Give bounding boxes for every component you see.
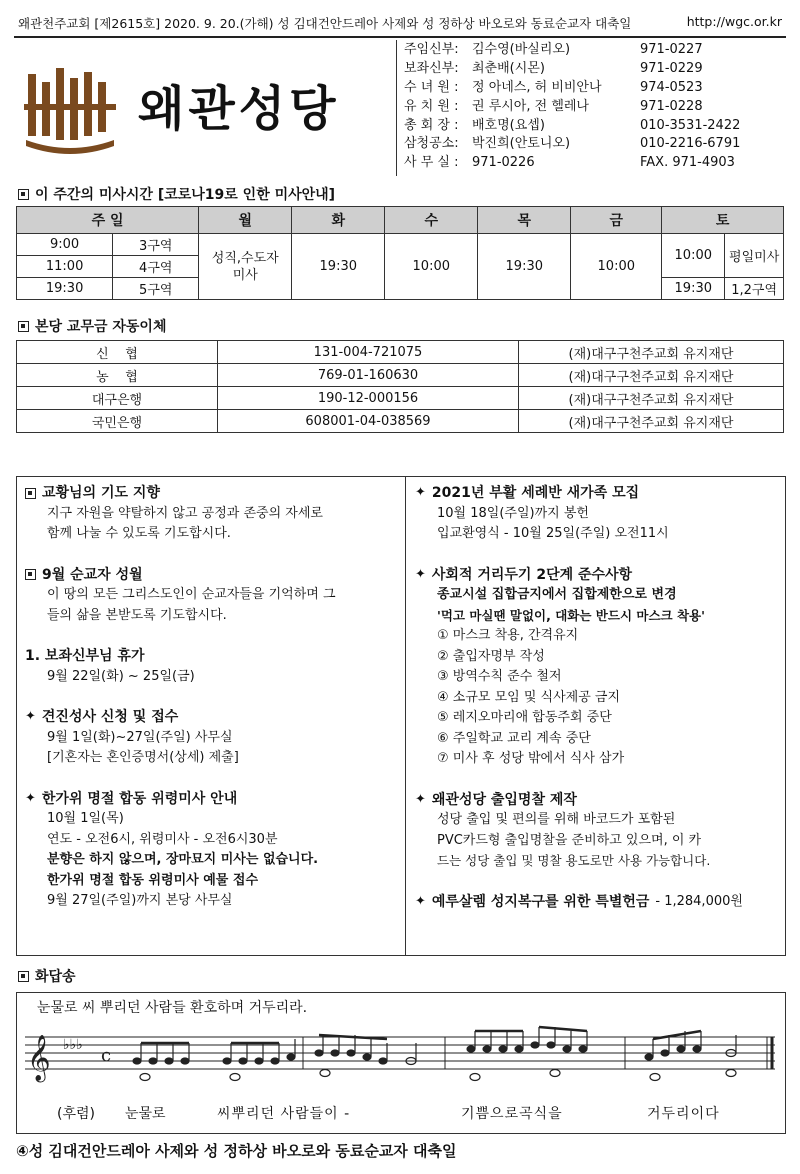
account-holder: (재)대구구천주교회 유지재단 (519, 364, 784, 387)
staff-row (404, 79, 784, 98)
staff-name: 배호명(요셉) (472, 117, 545, 133)
distance-rule-item: ⑤ 레지오마리애 합동주회 중단 (437, 710, 612, 725)
header-fri: 금 (571, 207, 662, 234)
staff-row (404, 60, 784, 79)
wednesday-mass: 10:00 (385, 234, 478, 300)
tuesday-mass: 19:30 (292, 234, 385, 300)
church-name: 왜관성당 (138, 81, 340, 137)
svg-text:♭♭♭: ♭♭♭ (63, 1037, 83, 1053)
account-bank: 대구은행 (17, 387, 218, 410)
sunday-zone: 4구역 (113, 256, 199, 278)
sunday-time: 19:30 (17, 278, 113, 300)
saturday-note: 평일미사 (725, 234, 784, 278)
account-number: 131-004-721075 (218, 341, 519, 364)
square-bullet-icon (25, 488, 36, 499)
distance-rule-item: ⑥ 주일학교 교리 계속 중단 (437, 730, 591, 746)
account-bank: 신 협 (17, 341, 218, 364)
account-number: 608001-04-038569 (218, 410, 519, 433)
staff-role: 보좌신부: (404, 60, 459, 76)
staff-name: 최춘배(시몬) (472, 60, 545, 76)
diamond-bullet-icon: ✦ (415, 485, 426, 500)
staff-role: 주임신부: (404, 42, 459, 57)
staff-row (404, 135, 784, 154)
right-notices: ✦ 2021년 부활 세례반 새가족 모집 10월 18일(주일)까지 봉헌 입교환영식 - 10월 25일(주일) 오전11시 ✦ 사회적 거리두기 2단계 준수사항 종교시설 집합금지에서 집합제한으로 변경 '먹고 마실땐 말없이, 대화는 반드시 마스크 착용' ① 마스크 착용, 간격유지 ② 출입자명부 작성 ③ 방역수칙 준수 철저 ④ 소규모 모임 및 식사제공 금지 ⑤ 레지오마리애 합동주회 중단 ⑥ 주일학교 교리 계속 중단 ⑦ 미사 후 성당 밖에서 식사 삼가 ✦ 왜관성당 출입명찰 제작 성당 출입 및 편의를 위해 바코드가 포함된 PVC카드형 출입명찰을 준비하고 있으며, 이 카 드는 성당 출입 및 명찰 용도로만 사용 가능합니다. ✦ 예루살렘 성지복구를 위한 특별헌금 - 1,284,000원 (415, 483, 777, 912)
distance-rule-item: ② 출입자명부 작성 (437, 648, 545, 664)
staff-role: 유 치 원 : (404, 98, 459, 114)
hymn-score-box (16, 992, 786, 1134)
notice-divider (405, 477, 406, 955)
header-wed: 수 (385, 207, 478, 234)
sunday-time: 11:00 (17, 256, 113, 278)
account-row (17, 410, 784, 433)
square-bullet-icon (25, 569, 36, 580)
account-row (17, 387, 784, 410)
lyric-segment: 거두리이다 (647, 1106, 720, 1122)
sunday-zone: 3구역 (113, 234, 199, 256)
lyric-segment: 씨뿌리던 사람들이 - (217, 1106, 351, 1122)
header-mon: 월 (199, 207, 292, 234)
staff-name: 정 아네스, 허 비비안나 (472, 79, 602, 95)
staff-name: 김수영(바실리오) (472, 42, 571, 57)
staff-role: 수 녀 원 : (404, 79, 459, 95)
staff-phone: 010-2216-6791 (640, 136, 741, 152)
account-bank: 농 협 (17, 364, 218, 387)
hymn-lyrics (57, 1103, 777, 1125)
account-number: 769-01-160630 (218, 364, 519, 387)
header-sat: 토 (662, 207, 784, 234)
hymn-section-title: 화답송 (18, 966, 76, 986)
notice-title: 교황님의 기도 지향 (25, 483, 395, 504)
staff-phone: 971-0227 (640, 42, 703, 57)
issue-header-line (18, 14, 782, 32)
monday-mass: 성직,수도자 미사 (199, 234, 292, 300)
square-bullet-icon (18, 971, 29, 982)
mass-schedule-table (16, 206, 784, 300)
refrain-label: (후렴) (57, 1106, 95, 1122)
church-emblem-icon (24, 64, 124, 154)
sunday-zone: 5구역 (113, 278, 199, 300)
accounts-table (16, 340, 784, 433)
page-footer-title: ④성 김대건안드레아 사제와 성 정하상 바오로와 동료순교자 대축일 (16, 1142, 457, 1160)
account-bank: 국민은행 (17, 410, 218, 433)
diamond-bullet-icon: ✦ (415, 566, 426, 582)
diamond-bullet-icon: ✦ (25, 790, 36, 806)
notices-box (16, 476, 786, 956)
header-sunday: 주 일 (17, 207, 199, 234)
account-holder: (재)대구구천주교회 유지재단 (519, 410, 784, 433)
thursday-mass: 19:30 (478, 234, 571, 300)
lyric-segment: 눈물로 (125, 1106, 166, 1122)
staff-row (404, 154, 784, 173)
saturday-time: 19:30 (662, 278, 725, 300)
account-number: 190-12-000156 (218, 387, 519, 410)
notice-title: 1. 보좌신부님 휴가 (25, 648, 145, 664)
header-divider (396, 40, 397, 176)
staff-phone: FAX. 971-4903 (640, 155, 735, 171)
saturday-time: 10:00 (662, 234, 725, 278)
accounts-section-title: 본당 교무금 자동이체 (18, 316, 166, 336)
square-bullet-icon (18, 321, 29, 332)
account-holder: (재)대구구천주교회 유지재단 (519, 387, 784, 410)
music-staff-icon (25, 1023, 777, 1097)
hymn-verse: 눈물로 씨 뿌리던 사람들 환호하며 거두리라. (37, 1000, 308, 1016)
notice-title: ✦ 예루살렘 성지복구를 위한 특별헌금 - 1,284,000원 (415, 892, 777, 913)
staff-name: 권 루시아, 전 헬레나 (472, 98, 589, 114)
staff-phone: 010-3531-2422 (640, 117, 741, 133)
distance-rule-item: ⑦ 미사 후 성당 밖에서 식사 삼가 (437, 751, 625, 766)
staff-name: 971-0226 (472, 155, 535, 171)
staff-role: 삼청공소: (404, 136, 459, 152)
staff-phone: 974-0523 (640, 79, 703, 95)
staff-role: 사 무 실 : (404, 155, 459, 171)
staff-phone: 971-0229 (640, 60, 703, 76)
staff-phone: 971-0228 (640, 98, 703, 114)
staff-directory (404, 41, 784, 173)
svg-text:c: c (101, 1045, 112, 1066)
mass-section-title: 이 주간의 미사시간 [코로나19로 인한 미사안내] (18, 184, 335, 204)
staff-row (404, 117, 784, 136)
staff-row (404, 41, 784, 60)
website-link[interactable]: http://wgc.or.kr (686, 14, 782, 29)
sunday-time: 9:00 (17, 234, 113, 256)
account-row (17, 364, 784, 387)
staff-role: 총 회 장 : (404, 117, 459, 133)
distance-rules-list (415, 626, 777, 770)
issue-info: 왜관천주교회 [제2615호] 2020. 9. 20.(가해) 성 김대건안드레아 사제와 성 정하상 바오로와 동료순교자 대축일 (18, 16, 632, 31)
diamond-bullet-icon: ✦ (415, 791, 426, 807)
distance-rule-item: ① 마스크 착용, 간격유지 (437, 628, 579, 643)
account-holder: (재)대구구천주교회 유지재단 (519, 341, 784, 364)
staff-name: 박진희(안토니오) (472, 136, 571, 152)
notice-title: ✦ 2021년 부활 세례반 새가족 모집 (415, 483, 777, 504)
notice-title: 9월 순교자 성월 (25, 565, 395, 586)
notice-title: ✦ 견진성사 신청 및 접수 (25, 707, 395, 728)
account-row (17, 341, 784, 364)
notice-title: ✦ 사회적 거리두기 2단계 준수사항 (415, 565, 777, 586)
notice-title: ✦ 왜관성당 출입명찰 제작 (415, 790, 777, 811)
friday-mass: 10:00 (571, 234, 662, 300)
distance-rule-item: ④ 소규모 모임 및 식사제공 금지 (437, 689, 621, 705)
left-notices: 교황님의 기도 지향 지구 자원을 약탈하지 않고 공정과 존중의 자세로 함께 나눌 수 있도록 기도합시다. 9월 순교자 성월 이 땅의 모든 그리스도인이 순교자들을 기억하며 그 들의 삶을 본받도록 기도합시다. 1. 보좌신부님 휴가 9월 22일(화) ~ 25일(금) ✦ 견진성사 신청 및 접수 9월 1일(화)~27일(주일) 사무실 [기혼자는 혼인증명서(상세) 제출] ✦ 한가위 명절 합동 위령미사 안내 10월 1일(목) 연도 - 오전6시, 위령미사 - 오전6시30분 분향은 하지 않으며, 장마묘지 미사는 없습니다. 한가위 명절 합동 위령미사 예물 접수 9월 27일(주일)까지 본당 사무실 (25, 483, 395, 912)
diamond-bullet-icon: ✦ (415, 893, 426, 909)
lyric-segment: 기쁨으로곡식을 (461, 1106, 563, 1122)
top-divider (14, 36, 786, 38)
svg-text:𝄞: 𝄞 (27, 1035, 51, 1081)
square-bullet-icon (18, 189, 29, 200)
notice-title: ✦ 한가위 명절 합동 위령미사 안내 (25, 789, 395, 810)
saturday-note: 1,2구역 (725, 278, 784, 300)
header-tue: 화 (292, 207, 385, 234)
staff-row (404, 98, 784, 117)
header-thu: 목 (478, 207, 571, 234)
diamond-bullet-icon: ✦ (25, 709, 36, 724)
distance-rule-item: ③ 방역수칙 준수 철저 (437, 669, 562, 684)
